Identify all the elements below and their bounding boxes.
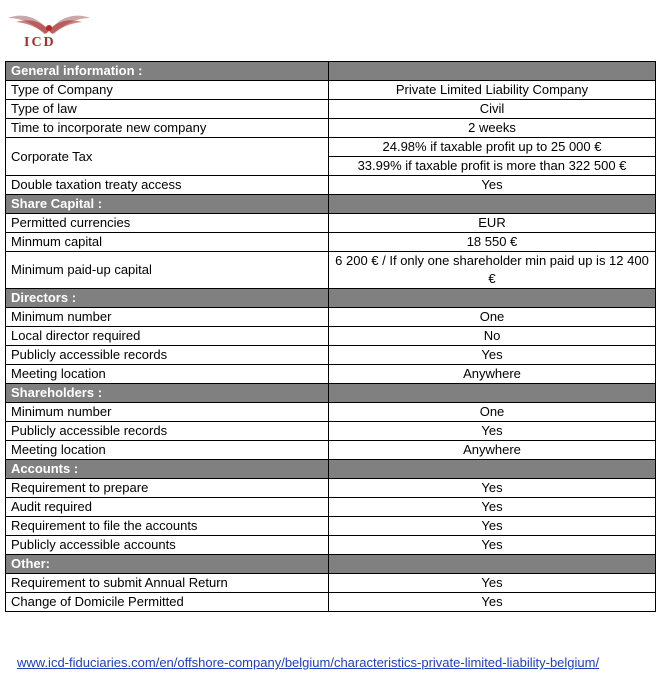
section-title: Share Capital : — [6, 195, 329, 214]
table-row — [6, 327, 656, 346]
table-row — [6, 479, 656, 498]
row-label: Local director required — [6, 327, 329, 346]
section-title: General information : — [6, 62, 329, 81]
row-label: Requirement to submit Annual Return — [6, 574, 329, 593]
row-label: Double taxation treaty access — [6, 176, 329, 195]
table-row — [6, 252, 656, 289]
table-row — [6, 365, 656, 384]
row-label: Publicly accessible records — [6, 422, 329, 441]
row-label: Time to incorporate new company — [6, 119, 329, 138]
section-header-blank — [329, 62, 656, 81]
table-row — [6, 308, 656, 327]
section-title: Other: — [6, 555, 329, 574]
row-label: Publicly accessible accounts — [6, 536, 329, 555]
section-title: Accounts : — [6, 460, 329, 479]
logo-text: ICD — [24, 35, 56, 50]
table-row — [6, 441, 656, 460]
row-label: Publicly accessible records — [6, 346, 329, 365]
table-row — [6, 81, 656, 100]
row-label: Minimum paid-up capital — [6, 252, 329, 289]
table-row — [6, 233, 656, 252]
section-header-blank — [329, 384, 656, 403]
row-label: Permitted currencies — [6, 214, 329, 233]
row-label: Type of Company — [6, 81, 329, 100]
row-value: 24.98% if taxable profit up to 25 000 € — [329, 138, 656, 157]
table-row — [6, 574, 656, 593]
row-value: Yes — [329, 176, 656, 195]
row-label: Corporate Tax — [6, 138, 329, 176]
source-link[interactable]: www.icd-fiduciaries.com/en/offshore-company/belgium/characteristics-private-limited-liability-belgium/ — [17, 655, 600, 670]
section-header-blank — [329, 460, 656, 479]
table-row — [6, 517, 656, 536]
row-value: Yes — [329, 593, 656, 612]
table-row — [6, 403, 656, 422]
section-header — [6, 460, 656, 479]
table-row — [6, 498, 656, 517]
section-header-blank — [329, 195, 656, 214]
section-header — [6, 62, 656, 81]
section-header — [6, 384, 656, 403]
table-row — [6, 138, 656, 157]
row-value: 33.99% if taxable profit is more than 322 500 € — [329, 157, 656, 176]
row-value: 18 550 € — [329, 233, 656, 252]
row-label: Minmum capital — [6, 233, 329, 252]
row-label: Minimum number — [6, 308, 329, 327]
section-header — [6, 289, 656, 308]
table-row — [6, 346, 656, 365]
section-header-blank — [329, 555, 656, 574]
section-header — [6, 195, 656, 214]
row-label: Meeting location — [6, 365, 329, 384]
row-label: Type of law — [6, 100, 329, 119]
row-value: Anywhere — [329, 365, 656, 384]
row-value: Yes — [329, 517, 656, 536]
row-label: Requirement to file the accounts — [6, 517, 329, 536]
table-row — [6, 100, 656, 119]
row-value: Yes — [329, 422, 656, 441]
row-value: Yes — [329, 574, 656, 593]
table-row — [6, 422, 656, 441]
row-value: Yes — [329, 346, 656, 365]
row-label: Change of Domicile Permitted — [6, 593, 329, 612]
row-value: 6 200 € / If only one shareholder min paid up is 12 400 € — [329, 252, 656, 289]
row-label: Audit required — [6, 498, 329, 517]
section-header-blank — [329, 289, 656, 308]
row-value: One — [329, 308, 656, 327]
row-value: Yes — [329, 479, 656, 498]
section-title: Shareholders : — [6, 384, 329, 403]
company-characteristics-table — [5, 61, 656, 612]
row-label: Meeting location — [6, 441, 329, 460]
row-value: Anywhere — [329, 441, 656, 460]
row-value: Private Limited Liability Company — [329, 81, 656, 100]
company-logo — [4, 4, 94, 50]
row-value: One — [329, 403, 656, 422]
row-label: Requirement to prepare — [6, 479, 329, 498]
table-row — [6, 214, 656, 233]
section-title: Directors : — [6, 289, 329, 308]
table-row — [6, 593, 656, 612]
table-row — [6, 176, 656, 195]
row-value: Yes — [329, 536, 656, 555]
row-value: Civil — [329, 100, 656, 119]
row-value: 2 weeks — [329, 119, 656, 138]
section-header — [6, 555, 656, 574]
row-label: Minimum number — [6, 403, 329, 422]
row-value: EUR — [329, 214, 656, 233]
table-row — [6, 536, 656, 555]
table-row — [6, 119, 656, 138]
row-value: No — [329, 327, 656, 346]
row-value: Yes — [329, 498, 656, 517]
